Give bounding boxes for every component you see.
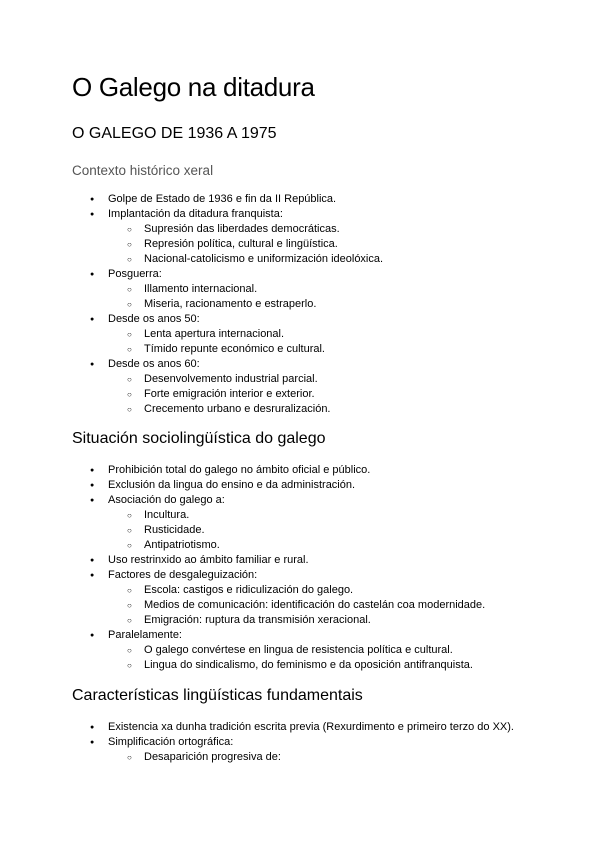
list-item: ● Implantación da ditadura franquista:: [0, 207, 560, 222]
sub-list-item: ○ Illamento internacional.: [0, 282, 560, 297]
list-item: ● Factores de desgaleguización:: [0, 568, 560, 583]
subsection-heading-context: Contexto histórico xeral: [72, 163, 214, 178]
linguistic-list: [0, 720, 560, 765]
subsection-heading-linguistic: Características lingüísticas fundamentais: [72, 687, 363, 704]
list-item: ● Exclusión da lingua do ensino e da administración.: [0, 478, 560, 493]
context-list: [0, 192, 560, 417]
sub-list-item: ○ Supresión das liberdades democráticas.: [0, 222, 560, 237]
list-item: ● Desde os anos 60:: [0, 357, 560, 372]
sub-list-item: ○ Escola: castigos e ridiculización do galego.: [0, 583, 560, 598]
list-item: ● Uso restrinxido ao ámbito familiar e rural.: [0, 553, 560, 568]
sociolinguistic-list: [0, 463, 560, 673]
sub-list-item: ○ Desaparición progresiva de:: [0, 750, 560, 765]
sub-list-item: ○ Lingua do sindicalismo, do feminismo e da oposición antifranquista.: [0, 658, 560, 673]
list-item: ● Desde os anos 50:: [0, 312, 560, 327]
sub-list-item: ○ Medios de comunicación: identificación do castelán coa modernidade.: [0, 598, 560, 613]
list-item: ● Paralelamente:: [0, 628, 560, 643]
document-title: O Galego na ditadura: [72, 72, 315, 102]
sub-list-item: ○ Antipatriotismo.: [0, 538, 560, 553]
sub-list-item: ○ Forte emigración interior e exterior.: [0, 387, 560, 402]
sub-list-item: ○ Nacional-catolicismo e uniformización ideolóxica.: [0, 252, 560, 267]
sub-list-item: ○ Rusticidade.: [0, 523, 560, 538]
sub-list-item: ○ Incultura.: [0, 508, 560, 523]
sub-list-item: ○ Desenvolvemento industrial parcial.: [0, 372, 560, 387]
list-item: ● Posguerra:: [0, 267, 560, 282]
sub-list-item: ○ Lenta apertura internacional.: [0, 327, 560, 342]
list-item: ● Golpe de Estado de 1936 e fin da II República.: [0, 192, 560, 207]
list-item: ● Existencia xa dunha tradición escrita previa (Rexurdimento e primeiro terzo do XX).: [0, 720, 560, 735]
sub-list-item: ○ Tímido repunte económico e cultural.: [0, 342, 560, 357]
sub-list-item: ○ Miseria, racionamento e estraperlo.: [0, 297, 560, 312]
subsection-heading-sociolinguistic: Situación sociolingüística do galego: [72, 430, 326, 447]
sub-list-item: ○ Represión política, cultural e lingüística.: [0, 237, 560, 252]
section-heading: O GALEGO DE 1936 A 1975: [72, 125, 277, 142]
sub-list-item: ○ Crecemento urbano e desruralización.: [0, 402, 560, 417]
list-item: ● Asociación do galego a:: [0, 493, 560, 508]
list-item: ● Prohibición total do galego no ámbito oficial e público.: [0, 463, 560, 478]
sub-list-item: ○ Emigración: ruptura da transmisión xeracional.: [0, 613, 560, 628]
sub-list-item: ○ O galego convértese en lingua de resistencia política e cultural.: [0, 643, 560, 658]
list-item: ● Simplificación ortográfica:: [0, 735, 560, 750]
